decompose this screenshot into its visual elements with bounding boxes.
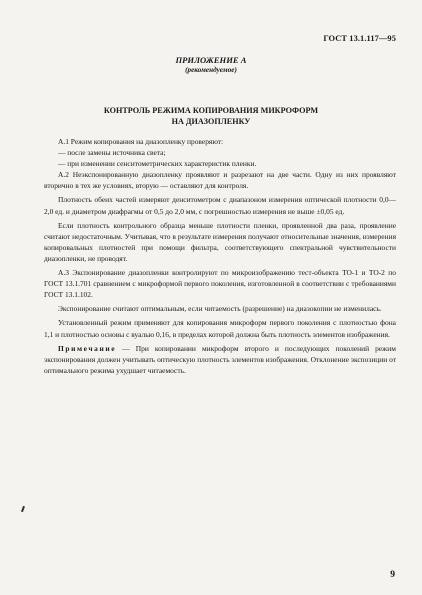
page-number: 9	[390, 570, 395, 580]
paragraph-a1: А.1 Режим копирования на диазопленку проверяют:	[58, 137, 224, 146]
paragraph: Установленный режим применяют для копирования микроформ первого поколения с плотностью фона 1,1 и плотностью основы с вуалью 0,16, в пределах которой должна быть плотность элементов изображения.	[44, 318, 396, 339]
document-body	[44, 136, 396, 376]
appendix-subtitle: (рекомендуемое)	[185, 66, 237, 74]
paragraph: Плотность обеих частей измеряют денситометром с диапазоном измерения оптической плотности 0,0—2,0 ед. и диаметром диафрагмы от 0,5 до 2,0 мм, с погрешностью измерения не выше ±0,05 ед.	[44, 195, 396, 216]
section-title-line2: НА ДИАЗОПЛЕНКУ	[171, 116, 251, 126]
note-text: — При копировании микроформ второго и последующих поколений режим экспонирования должен учитывать оптическую плотность элементов изображения. Отклонение экспозиции от оптимального режима ухудшает читаемость.	[44, 343, 396, 375]
note	[44, 343, 396, 376]
list-item: — при изменении сенситометрических характеристик пленки.	[58, 159, 257, 169]
section-title	[0, 106, 422, 127]
list-item: — после замены источника света;	[58, 148, 166, 158]
standard-header: ГОСТ 13.1.117—95	[323, 34, 396, 43]
section-title-line1: КОНТРОЛЬ РЕЖИМА КОПИРОВАНИЯ МИКРОФОРМ	[103, 106, 319, 115]
paragraph-a3: А.3 Экспонирование диазопленки контролируют по микроизображению тест-объекта ТО-1 и ТО-2 по ГОСТ 13.1.701 сравнением с микроформой первого поколения, изготовленной в соответствии с требованиями ГОСТ 13.1.102.	[44, 268, 396, 300]
paragraph-a2: А.2 Неэкспонированную диазопленку проявляют и разрезают на две части. Одну из них проявляют вторично в тех же условиях, вторую — оставляют для контроля.	[44, 170, 396, 191]
appendix-title: ПРИЛОЖЕНИЕ А	[175, 55, 247, 65]
paragraph: Если плотность контрольного образца меньше плотности пленки, проявленной два раза, проявление считают недостаточным. Учитывая, что в результате измерения получают относительные значения, измерения копировальных плотностей при помощи фильтра, соответствующего спектральной чувствительности диазопленки, не проводят.	[44, 220, 396, 263]
scan-mark	[21, 506, 25, 512]
note-label: Примечание	[58, 343, 117, 353]
paragraph: Экспонирование считают оптимальным, если читаемость (разрешение) на диазокопии не изменилась.	[58, 304, 382, 314]
